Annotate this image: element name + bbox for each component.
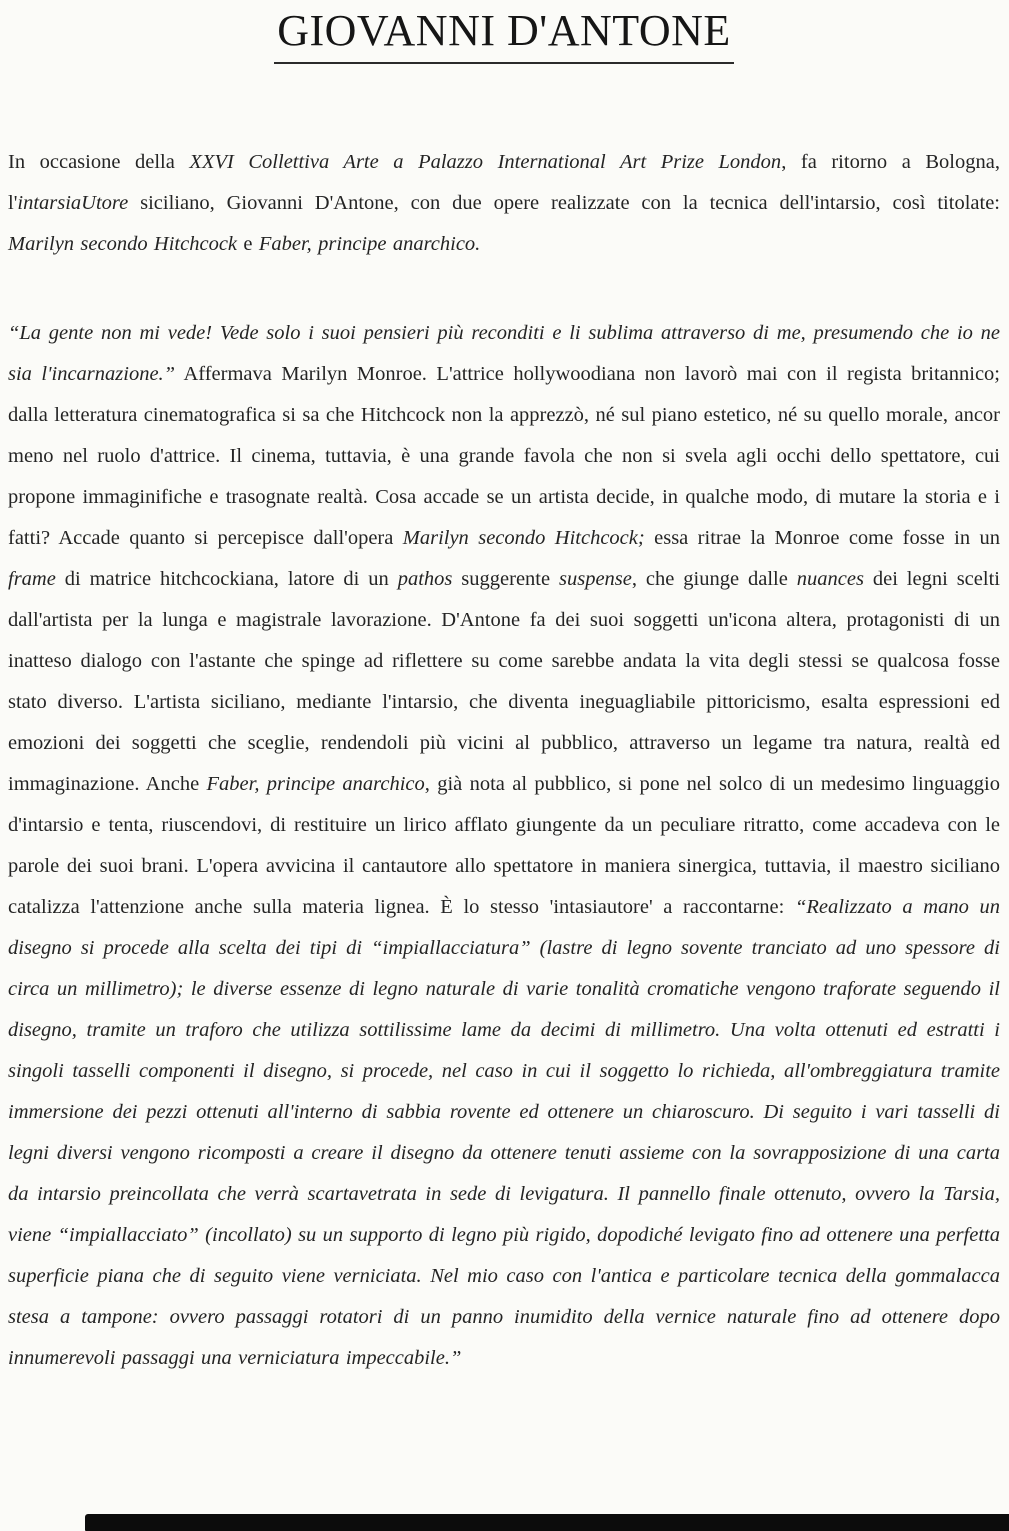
text-segment: suggerente <box>452 567 559 590</box>
scan-artifact-bar <box>85 1514 1009 1531</box>
text-segment: “Realizzato a mano un disegno si procede alla scelta dei tipi di “impiallacciatura” (lastre di legno sovente tranciato ad uno spessore di circa un millimetro); le diverse essenze di legno naturale di varie tonalità cromatiche vengono traforate seguendo il disegno, tramite un traforo che utilizza sottilissime lame da decimi di millimetro. Una volta ottenuti ed estratti i singoli tasselli componenti il disegno, si procede, nel caso in cui il soggetto lo richieda, all'ombreggiatura tramite immersione dei pezzi ottenuti all'interno di sabbia rovente ed ottenere un chiaroscuro. Di seguito i vari tasselli di legni diversi vengono ricomposti a creare il disegno da ottenere tenuti assieme con la sovrapposizione di una carta da intarsio preincollata che verrà scartavetrata in sede di levigatura. Il pannello finale ottenuto, ovvero la Tarsia, viene “impiallacciato” (incollato) su un supporto di legno più rigido, dopodiché levigato fino ad ottenere una perfetta superficie piana che di seguito viene verniciata. Nel mio caso con l'antica e particolare tecnica della gommalacca stesa a tampone: ovvero passaggi rotatori di un panno inumidito della vernice naturale fino ad ottenere dopo innumerevoli passaggi una verniciatura impeccabile.” <box>8 895 1000 1369</box>
text-segment: pathos <box>397 567 453 590</box>
text-segment: Faber, principe anarchico. <box>258 232 481 255</box>
text-segment: intarsiaUtore <box>17 191 129 214</box>
text-segment: Marilyn secondo Hitchcock; <box>402 526 645 549</box>
text-segment: e <box>237 232 259 255</box>
text-segment: In occasione della <box>8 150 190 173</box>
intro-paragraph <box>8 142 1000 265</box>
text-segment: “La gente non mi vede! Vede solo i suoi pensieri più reconditi e li sublima attraverso di me, presumendo che io ne sia l'incarnazione.” <box>8 321 1000 385</box>
text-segment: dei legni scelti dall'artista per la lunga e magistrale lavorazione. D'Antone fa dei suoi soggetti un'icona altera, protagonisti di un inatteso dialogo con l'astante che spinge ad riflettere su come sarebbe andata la vita degli stessi se qualcosa fosse stato diverso. L'artista siciliano, mediante l'intarsio, che diventa ineguagliabile pittoricismo, esalta espressioni ed emozioni dei soggetti che sceglie, rendendoli più vicini al pubblico, attraverso un legame tra natura, realtà ed immaginazione. Anche <box>8 567 1000 795</box>
text-segment: XXVI Collettiva Arte a Palazzo International Art Prize London <box>189 150 782 173</box>
text-segment: suspense <box>559 567 632 590</box>
main-paragraph <box>8 313 1000 1379</box>
text-segment: essa ritrae la Monroe come fosse in un <box>644 526 1000 549</box>
text-segment: di matrice hitchcockiana, latore di un <box>55 567 398 590</box>
text-segment: frame <box>8 567 56 590</box>
text-segment: nuances <box>796 567 864 590</box>
text-segment: , già nota al pubblico, si pone nel solco di un medesimo linguaggio d'intarsio e tenta, riuscendovi, di restituire un lirico afflato giungente da un peculiare ritratto, come accadeva con le parole dei suoi brani. L'opera avvicina il cantautore allo spettatore in maniera sinergica, tuttavia, il maestro siciliano catalizza l'attenzione anche sulla materia lignea. È lo stesso 'intasiautore' a raccontarne: <box>8 772 1000 918</box>
text-segment: , fa ritorno a Bologna, l' <box>8 150 1000 214</box>
title-row <box>8 0 1000 64</box>
document-title: GIOVANNI D'ANTONE <box>274 6 734 64</box>
text-segment: Faber, principe anarchico <box>206 772 425 795</box>
text-segment: Marilyn secondo Hitchcock <box>8 232 238 255</box>
text-segment: Affermava Marilyn Monroe. L'attrice hollywoodiana non lavorò mai con il regista britannico; dalla letteratura cinematografica si sa che Hitchcock non la apprezzò, né sul piano estetico, né su quello morale, ancor meno nel ruolo d'attrice. Il cinema, tuttavia, è una grande favola che non si svela agli occhi dello spettatore, cui propone immaginifiche e trasognate realtà. Cosa accade se un artista decide, in qualche modo, di mutare la storia e i fatti? Accade quanto si percepisce dall'opera <box>8 362 1000 549</box>
text-segment: , che giunge dalle <box>631 567 797 590</box>
text-segment: siciliano, Giovanni D'Antone, con due opere realizzate con la tecnica dell'intarsio, così titolate: <box>128 191 1000 214</box>
